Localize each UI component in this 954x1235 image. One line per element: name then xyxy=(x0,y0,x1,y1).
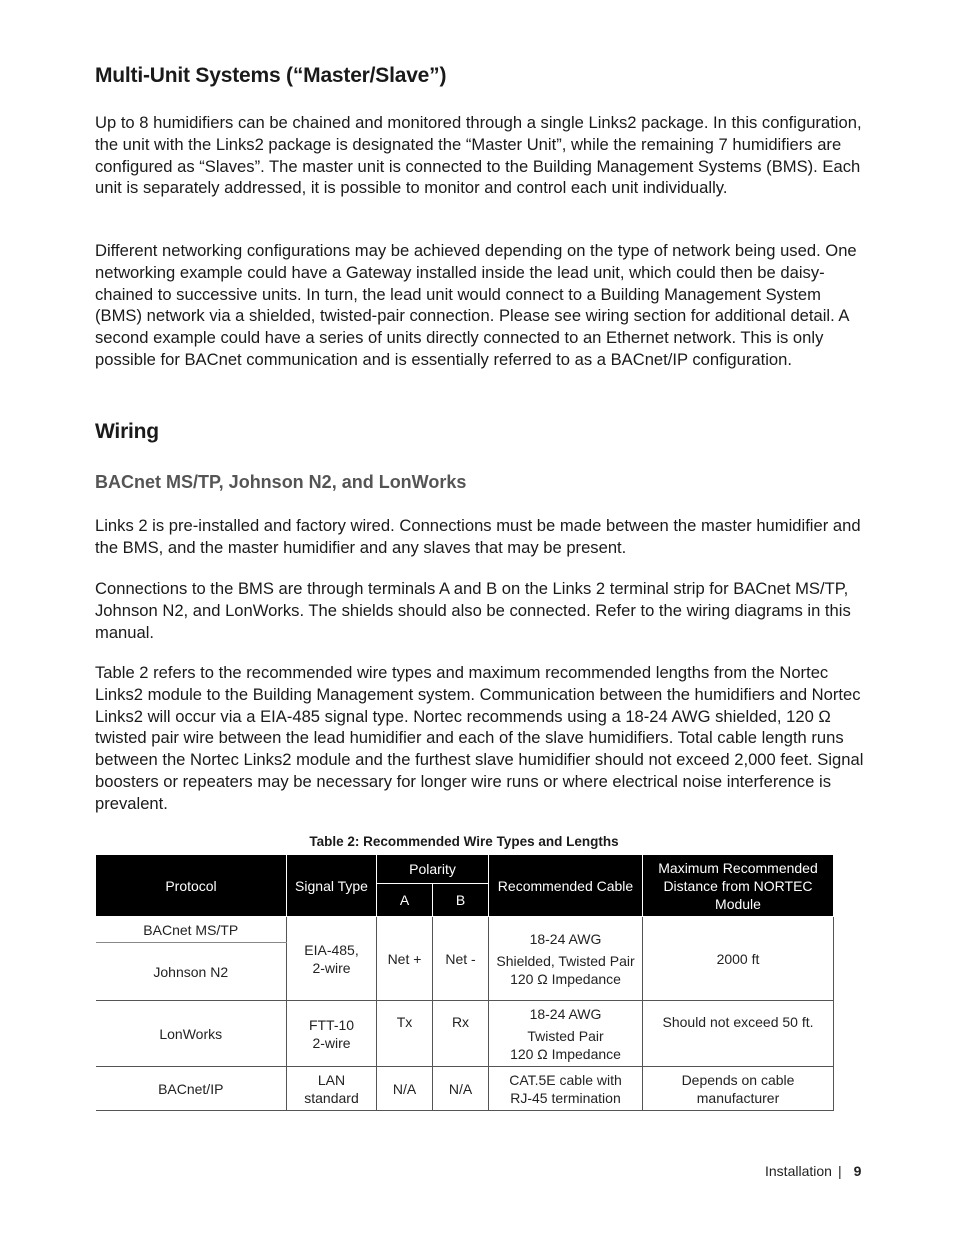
multi-unit-paragraph-2: Different networking configurations may be achieved depending on the type of network being used. One networking example could have a Gateway installed inside the lead unit, which could then be daisy-chained to successive units. In turn, the lead unit would connect to a Building Management System (BMS) network via a shielded, twisted-pair connection. Please see wiring section for additional detail. A second example could have a series of units directly connected to an Ethernet network. This is only possible for BACnet communication and is essentially referred to as a BACnet/IP configuration. xyxy=(95,241,857,369)
cable-line: 120 Ω Impedance xyxy=(510,1045,621,1062)
footer-section-name: Installation xyxy=(765,1163,832,1179)
section-title-multi-unit: Multi-Unit Systems (“Master/Slave”) xyxy=(95,64,447,87)
section-title-wiring: Wiring xyxy=(95,420,159,443)
polarity-b-cell: N/A xyxy=(433,1067,489,1111)
cable-cell xyxy=(489,1067,643,1111)
subsection-title-bacnet: BACnet MS/TP, Johnson N2, and LonWorks xyxy=(95,472,467,492)
protocol-cell: LonWorks xyxy=(96,1001,287,1067)
signal-type-cell xyxy=(287,917,377,1001)
page-number: 9 xyxy=(853,1163,862,1179)
signal-type-cell xyxy=(287,1067,377,1111)
header-recommended-cable: Recommended Cable xyxy=(489,855,643,917)
header-polarity-b: B xyxy=(433,884,489,917)
header-polarity-a: A xyxy=(377,884,433,917)
wiring-paragraph-1: Links 2 is pre-installed and factory wired. Connections must be made between the master humidifier and the BMS, and the master humidifier and any slaves that may be present. xyxy=(95,516,861,557)
header-max-distance: Maximum Recommended Distance from NORTEC Module xyxy=(643,855,834,917)
table-caption: Table 2: Recommended Wire Types and Lengths xyxy=(309,834,619,849)
polarity-a-cell: Net + xyxy=(377,917,433,1001)
signal-line: EIA-485, xyxy=(304,941,359,958)
table-row xyxy=(96,917,834,943)
polarity-a-cell: N/A xyxy=(377,1067,433,1111)
cable-cell xyxy=(489,917,643,1001)
distance-line: manufacturer xyxy=(696,1089,780,1106)
polarity-b-cell: Net - xyxy=(433,917,489,1001)
signal-line: LAN xyxy=(317,1071,346,1088)
cable-line: 18-24 AWG xyxy=(529,1005,602,1022)
header-polarity: Polarity xyxy=(377,855,489,884)
polarity-b-cell: Rx xyxy=(433,1001,489,1067)
cable-cell xyxy=(489,1001,643,1067)
signal-type-cell xyxy=(287,1001,377,1067)
page-footer xyxy=(765,1163,861,1179)
distance-cell: 2000 ft xyxy=(643,917,834,1001)
cable-line: Shielded, Twisted Pair xyxy=(496,952,635,969)
header-signal-type: Signal Type xyxy=(287,855,377,917)
distance-cell xyxy=(643,1067,834,1111)
header-protocol: Protocol xyxy=(96,855,287,917)
wire-types-table xyxy=(95,854,834,1111)
wiring-paragraph-3: Table 2 refers to the recommended wire types and maximum recommended lengths from the Nortec Links2 module to the Building Management system. Communication between the humidifiers and Nortec Links2 will occur via a EIA-485 signal type. Nortec recommends using a 18-24 AWG shielded, 120 Ω twisted pair wire between the lead humidifier and each of the slave humidifiers. Total cable length runs between the Nortec Links2 module and the furthest slave humidifier should not exceed 2,000 feet. Signal boosters or repeaters may be necessary for longer wire runs or where electrical noise interference is prevalent. xyxy=(95,663,864,813)
signal-line: 2-wire xyxy=(312,959,351,976)
cable-line: Twisted Pair xyxy=(527,1027,604,1044)
cable-line: RJ-45 termination xyxy=(510,1089,621,1106)
signal-line: FTT-10 xyxy=(308,1016,355,1033)
wiring-paragraph-2: Connections to the BMS are through terminals A and B on the Links 2 terminal strip for BACnet MS/TP, Johnson N2, and LonWorks. The shields should also be connected. Refer to the wiring diagrams in this manual. xyxy=(95,579,851,642)
cable-line: 18-24 AWG xyxy=(529,930,602,947)
polarity-a-cell: Tx xyxy=(377,1001,433,1067)
table-row xyxy=(96,1001,834,1067)
signal-line: standard xyxy=(304,1089,359,1106)
protocol-cell: BACnet MS/TP xyxy=(96,917,287,943)
protocol-cell: BACnet/IP xyxy=(96,1067,287,1111)
protocol-cell: Johnson N2 xyxy=(96,943,287,1001)
signal-line: 2-wire xyxy=(312,1034,351,1051)
distance-line: Depends on cable xyxy=(681,1071,795,1088)
distance-cell: Should not exceed 50 ft. xyxy=(643,1001,834,1067)
cable-line: 120 Ω Impedance xyxy=(510,970,621,987)
footer-separator: | xyxy=(837,1163,842,1179)
multi-unit-paragraph-1: Up to 8 humidifiers can be chained and monitored through a single Links2 package. In this configuration, the unit with the Links2 package is designated the “Master Unit”, while the remaining 7 humidifiers are configured as “Slaves”. The master unit is connected to the Building Management Systems (BMS). Each unit is separately addressed, it is possible to monitor and control each unit individually. xyxy=(95,113,862,198)
cable-line: CAT.5E cable with xyxy=(509,1071,622,1088)
table-row xyxy=(96,1067,834,1111)
